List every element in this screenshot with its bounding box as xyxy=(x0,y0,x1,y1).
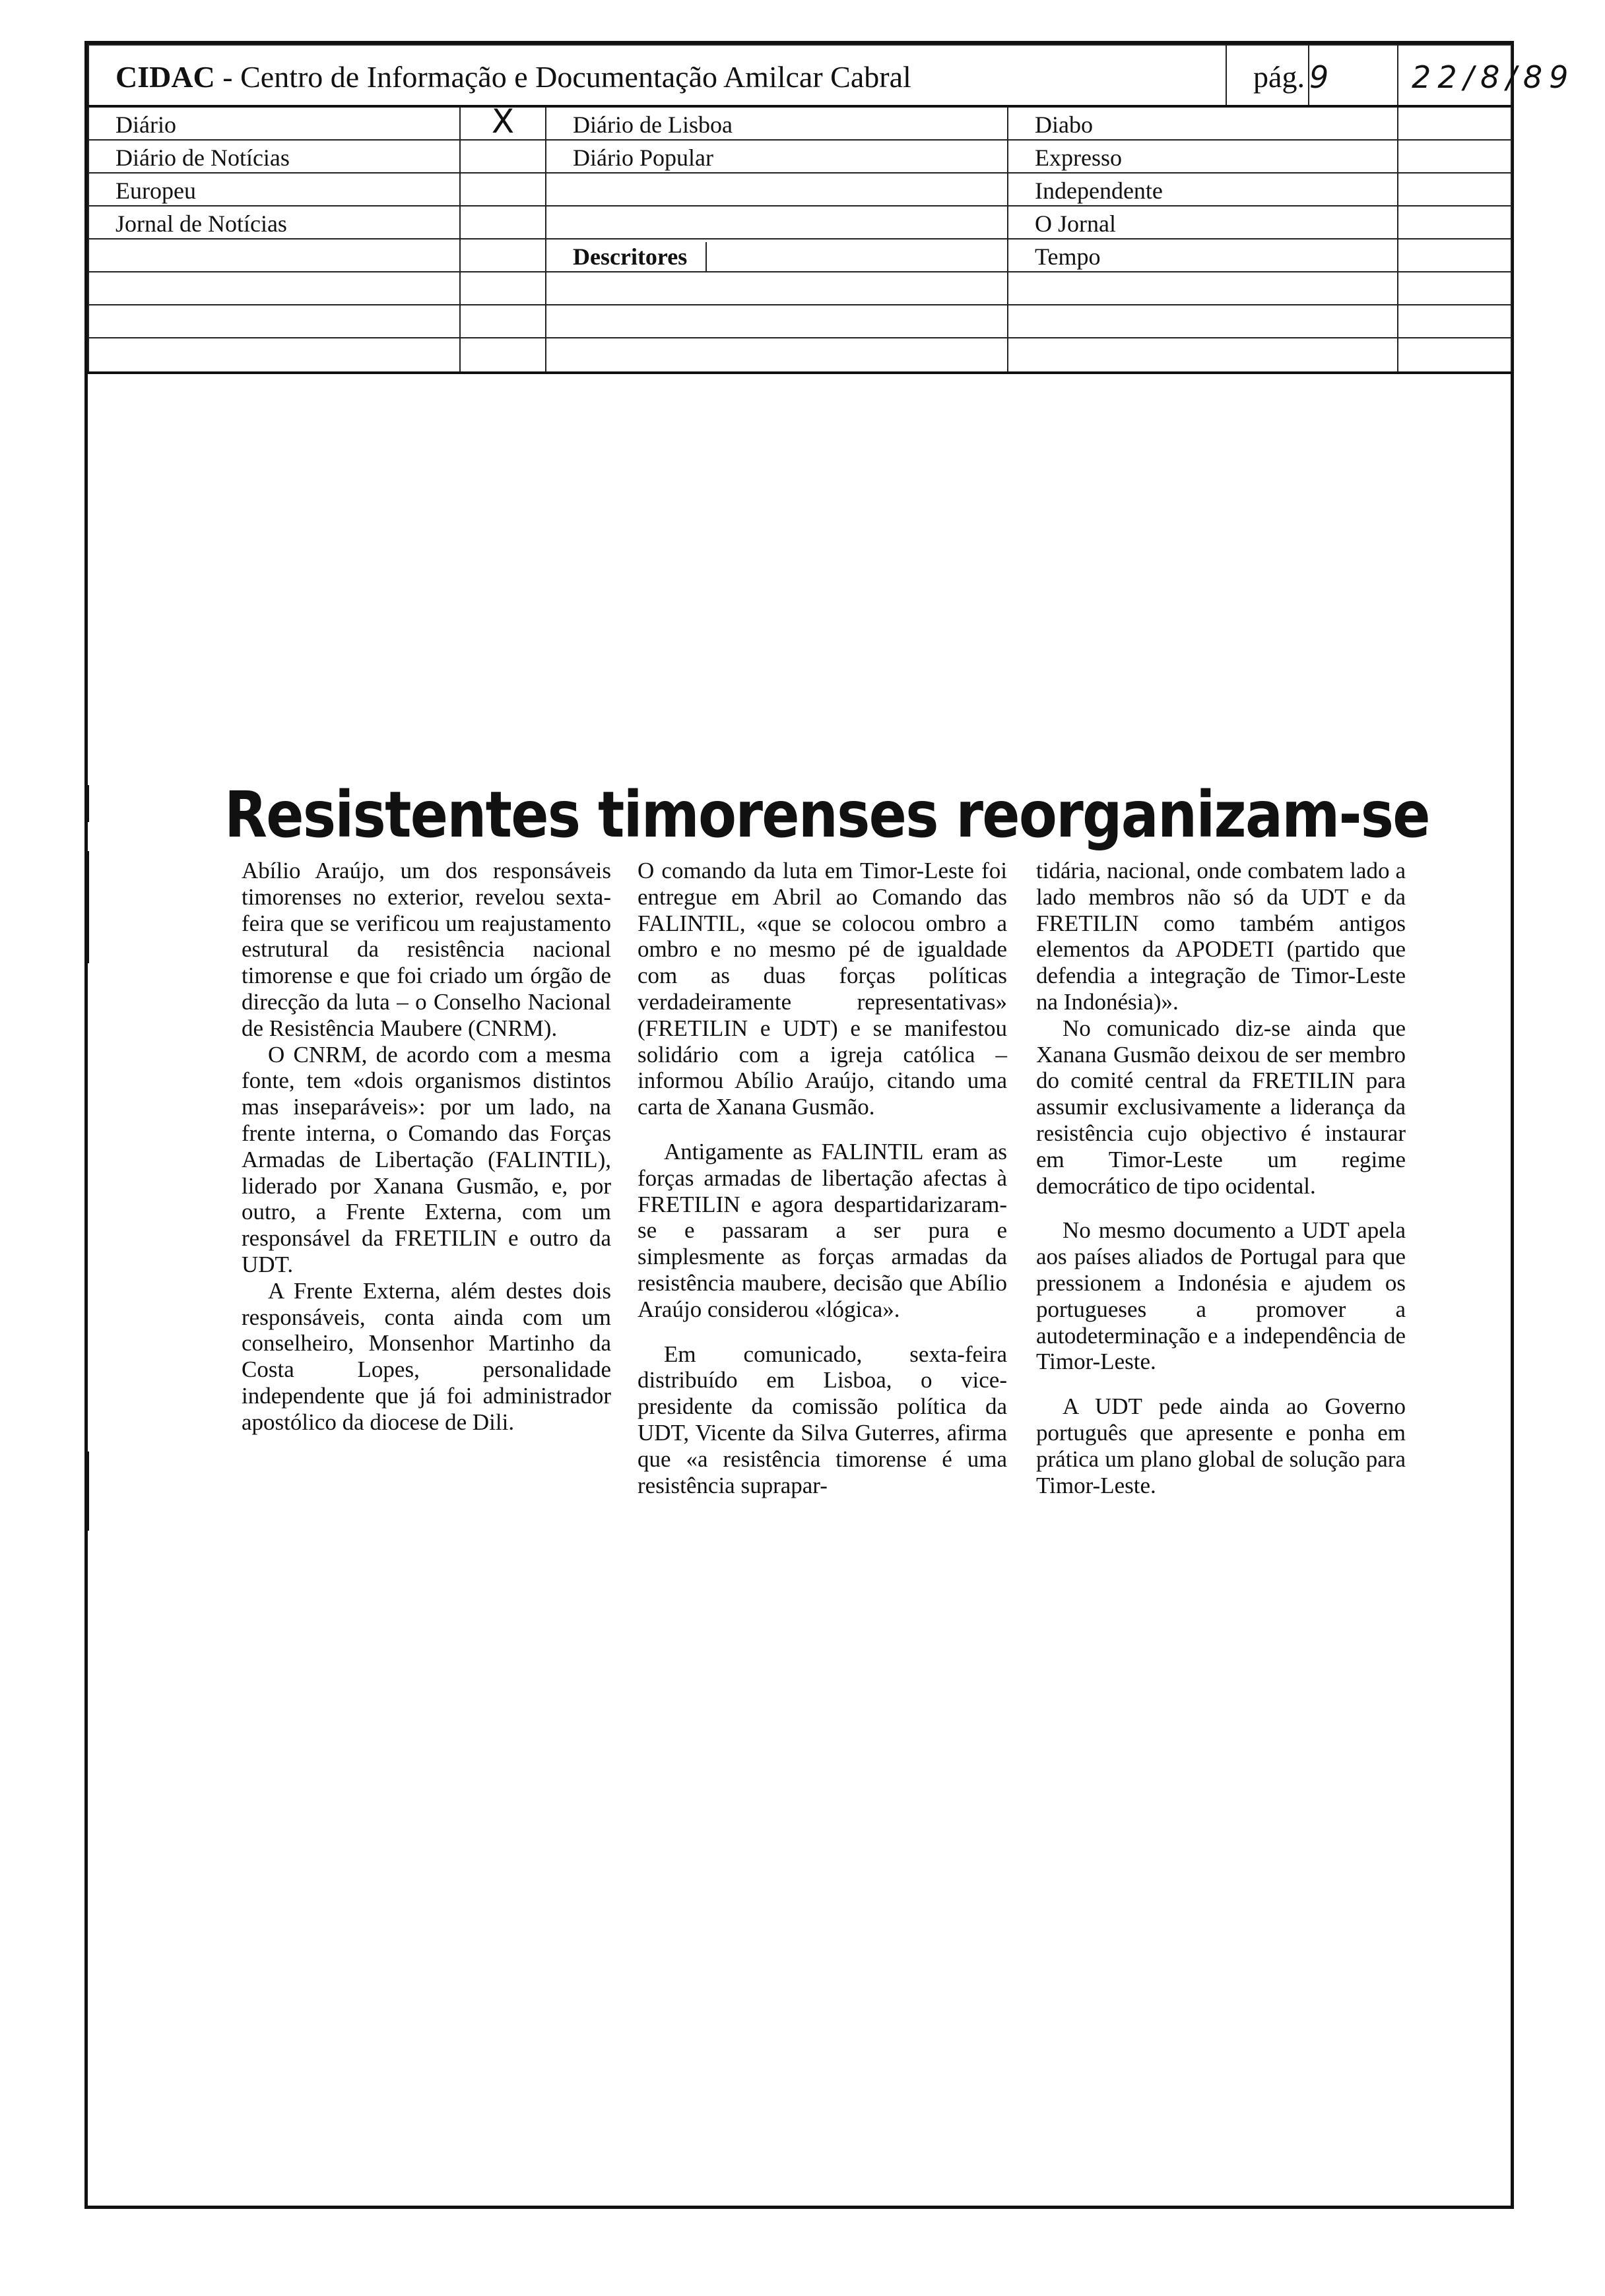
page-number: 9 xyxy=(1309,45,1398,106)
empty-cell xyxy=(546,305,1008,338)
empty-cell xyxy=(460,272,546,305)
empty-cell xyxy=(546,272,1008,305)
checkbox-cell xyxy=(460,239,546,272)
checkbox-cell xyxy=(1398,239,1511,272)
article-paragraph: tidária, nacional, onde combatem lado a lado membros não só da UDT e da FRETILIN como também antigos elementos da APODETI (partido que defendia a integração de Timor-Leste na Indonésia)». xyxy=(1036,858,1406,1015)
page-label: pág. xyxy=(1253,60,1305,94)
newspaper-label: O Jornal xyxy=(1008,206,1398,239)
checkbox-cell xyxy=(1398,106,1511,140)
cidac-acronym: CIDAC xyxy=(115,60,215,94)
checked-mark: X xyxy=(491,102,515,141)
margin-mark xyxy=(86,785,89,822)
date-year: 89 xyxy=(1523,59,1575,95)
empty-cell xyxy=(1398,272,1511,305)
article-paragraph: A Frente Externa, além destes dois responsáveis, conta ainda com um conselheiro, Monsenhor Martinho da Costa Lopes, personalidade independente que já foi administrador apostólico da diocese de Dili. xyxy=(242,1277,611,1435)
empty-cell xyxy=(1008,305,1398,338)
empty-cell xyxy=(546,206,1008,239)
checkbox-cell xyxy=(1398,140,1511,173)
newspaper-label: Tempo xyxy=(1008,239,1398,272)
empty-cell xyxy=(546,173,1008,206)
newspaper-label: Diabo xyxy=(1008,106,1398,140)
empty-cell xyxy=(1008,272,1398,305)
article-paragraph: Abílio Araújo, um dos responsáveis timorenses no exterior, revelou sexta-feira que se verificou um reajustamento estrutural da resistência nacional timorense e que foi criado um órgão de direcção da luta – o Conselho Nacional de Resistência Maubere (CNRM). xyxy=(242,858,611,1041)
article-paragraph: Antigamente as FALINTIL eram as forças armadas de libertação afectas à FRETILIN e agora despartidarizaram-se e passaram a ser pura e simplesmente as forças armadas da resistência maubere, decisão que Abílio Araújo considerou «lógica». xyxy=(638,1138,1007,1322)
empty-cell xyxy=(1398,338,1511,373)
empty-cell xyxy=(460,338,546,373)
empty-cell xyxy=(1008,338,1398,373)
newspaper-label: Diário de Notícias xyxy=(88,140,460,173)
newspaper-label: Independente xyxy=(1008,173,1398,206)
empty-cell xyxy=(546,338,1008,373)
cidac-full-name: - Centro de Informação e Documentação Amilcar Cabral xyxy=(214,60,911,94)
checkbox-cell xyxy=(460,206,546,239)
article-paragraph: O CNRM, de acordo com a mesma fonte, tem «dois organismos distintos mas inseparáveis»: por um lado, na frente interna, o Comando das Forças Armadas de Libertação (FALINTIL), liderado por Xanana Gusmão, e, por outro, a Frente Externa, com um responsável da FRETILIN e outro da UDT. xyxy=(242,1041,611,1277)
article-paragraph: Em comunicado, sexta-feira distribuído em Lisboa, o vice-presidente da comissão política da UDT, Vicente da Silva Guterres, afirma que «a resistência timorense é uma resistência suprapar- xyxy=(638,1341,1007,1498)
article-paragraph: No mesmo documento a UDT apela aos países aliados de Portugal para que pressionem a Indonésia e ajudem os portugueses a promover a autodeterminação e a independência de Timor-Leste. xyxy=(1036,1217,1406,1375)
date-day: 22 xyxy=(1412,59,1464,95)
article-column-1 xyxy=(242,858,611,1436)
empty-cell xyxy=(88,338,460,373)
margin-mark xyxy=(86,851,89,963)
article-headline: Resistentes timorenses reorganizam-se xyxy=(224,778,1429,852)
descritores-label: Descritores xyxy=(573,242,707,271)
newspaper-label: Diário xyxy=(88,106,460,140)
empty-cell xyxy=(88,272,460,305)
article-paragraph: A UDT pede ainda ao Governo português que apresente e ponha em prática um plano global de solução para Timor-Leste. xyxy=(1036,1393,1406,1498)
newspaper-label: Diário de Lisboa xyxy=(546,106,1008,140)
article-paragraph: No comunicado diz-se ainda que Xanana Gusmão deixou de ser membro do comité central da FRETILIN para assumir exclusivamente a liderança da resistência cujo objectivo é instaurar em Timor-Leste um regime democrático de tipo ocidental. xyxy=(1036,1015,1406,1199)
newspaper-label: Diário Popular xyxy=(546,140,1008,173)
checkbox-cell xyxy=(1398,206,1511,239)
empty-cell xyxy=(1398,305,1511,338)
page-field xyxy=(1226,45,1309,106)
empty-cell xyxy=(88,239,460,272)
margin-mark xyxy=(86,1451,89,1531)
descritores-cell xyxy=(546,239,1008,272)
checkbox-cell xyxy=(460,173,546,206)
header-title xyxy=(88,45,1226,106)
article-column-3 xyxy=(1036,858,1406,1498)
newspaper-label: Europeu xyxy=(88,173,460,206)
empty-cell xyxy=(460,305,546,338)
date-month: 8 xyxy=(1480,59,1507,95)
cidac-header-form xyxy=(88,44,1575,374)
article-paragraph: O comando da luta em Timor-Leste foi entregue em Abril ao Comando das FALINTIL, «que se colocou ombro a ombro e no mesmo pé de igualdade com as duas forças políticas verdadeiramente representativas» (FRETILIN e UDT) e se manifestou solidário com a igreja católica – informou Abílio Araújo, citando uma carta de Xanana Gusmão. xyxy=(638,858,1007,1120)
date-field: 22/8/89 xyxy=(1398,45,1511,106)
empty-cell xyxy=(88,305,460,338)
newspaper-label: Expresso xyxy=(1008,140,1398,173)
checkbox-diario xyxy=(460,102,546,141)
checkbox-cell xyxy=(460,140,546,173)
newspaper-label: Jornal de Notícias xyxy=(88,206,460,239)
article-column-2 xyxy=(638,858,1007,1498)
checkbox-cell xyxy=(1398,173,1511,206)
